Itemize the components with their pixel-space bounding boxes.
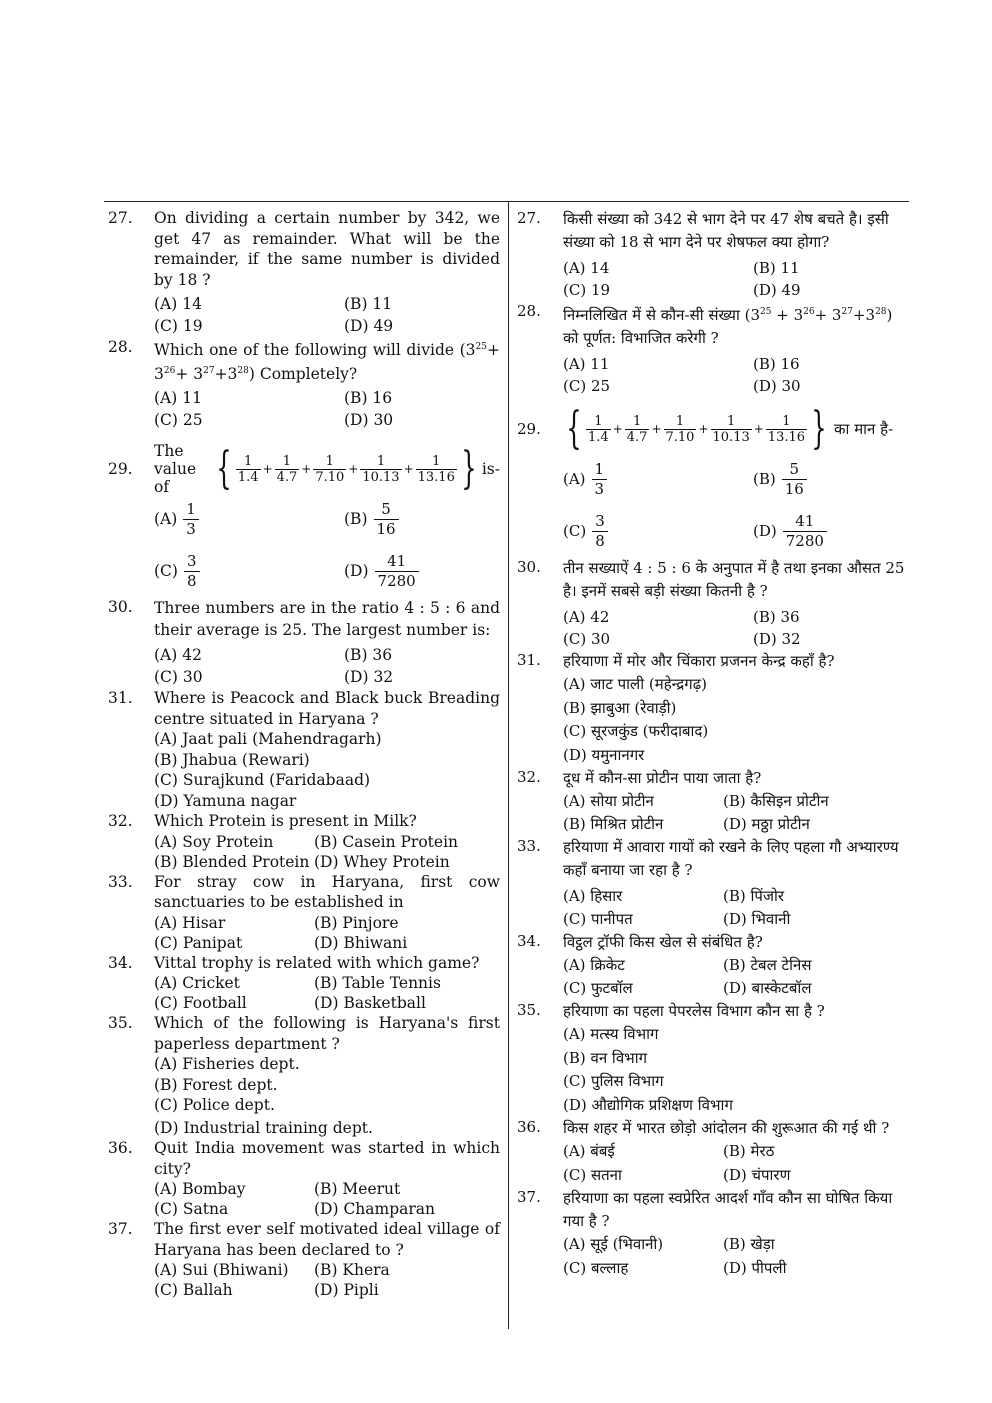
option-b[interactable]: (B) Pinjore bbox=[314, 913, 399, 932]
question-29-hi bbox=[517, 405, 909, 557]
question-number: 27. bbox=[517, 209, 541, 227]
question-29-en bbox=[108, 442, 500, 597]
plus-sign: + bbox=[698, 422, 709, 436]
option-c[interactable]: (C) Ballah bbox=[154, 1281, 233, 1299]
question-number: 35. bbox=[517, 1001, 541, 1019]
option-b[interactable]: (B) कैसिइन प्रोटीन bbox=[723, 792, 829, 810]
english-column bbox=[108, 208, 500, 1300]
option-a[interactable]: (A) 11 bbox=[563, 355, 610, 373]
option-a[interactable]: (A) सोया प्रोटीन bbox=[563, 792, 654, 810]
options bbox=[563, 603, 909, 650]
question-27-en bbox=[108, 208, 500, 337]
option-d[interactable]: (D) 32 bbox=[753, 630, 801, 648]
fraction-term: $\frac{1}{7.10}$ bbox=[665, 413, 695, 445]
question-number: 33. bbox=[517, 837, 541, 855]
option-a[interactable]: (A) Sui (Bhiwani) bbox=[154, 1261, 289, 1279]
question-36-hi bbox=[517, 1117, 909, 1187]
options bbox=[563, 673, 909, 767]
plus-sign: + bbox=[612, 422, 623, 436]
option-d[interactable]: (D) $\frac{41}{7280}$ bbox=[753, 505, 909, 557]
question-text: Quit India movement was started in which city? bbox=[154, 1139, 500, 1178]
option-d[interactable]: (D) 49 bbox=[753, 281, 801, 299]
option-c[interactable]: (C) 30 bbox=[563, 630, 611, 648]
question-suffix: is- bbox=[481, 460, 500, 478]
option-c[interactable]: (C) Surajkund (Faridabaad) bbox=[154, 771, 371, 789]
question-32-en bbox=[108, 811, 500, 872]
options bbox=[563, 1140, 909, 1187]
question-28-hi bbox=[517, 301, 909, 397]
question-text: Which of the following is Haryana's first paperless department ? bbox=[154, 1014, 500, 1053]
option-b[interactable]: (B) 16 bbox=[753, 355, 800, 373]
question-number: 36. bbox=[108, 1139, 133, 1157]
question-number: 37. bbox=[108, 1220, 133, 1238]
option-a[interactable]: (A) क्रिकेट bbox=[563, 956, 625, 974]
option-d[interactable]: (D) यमुनानगर bbox=[563, 745, 645, 764]
option-a[interactable]: (A) जाट पाली (महेन्द्रगढ़) bbox=[563, 675, 708, 693]
question-text: Vittal trophy is related with which game? bbox=[154, 953, 480, 972]
fraction-term: $\frac{1}{7.10}$ bbox=[315, 453, 345, 485]
option-b[interactable]: (B) 36 bbox=[344, 646, 393, 664]
option-a[interactable]: (A) Cricket bbox=[154, 974, 240, 992]
formula-row bbox=[563, 405, 909, 453]
column-divider bbox=[508, 201, 509, 1329]
option-c[interactable]: (B) Blended Protein bbox=[154, 852, 310, 871]
option-a[interactable]: (A) $\frac{1}{3}$ bbox=[563, 453, 753, 505]
top-rule bbox=[104, 201, 909, 202]
option-d[interactable]: (D) 30 bbox=[753, 377, 801, 395]
option-c[interactable]: (C) सूरजकुंड (फरीदाबाद) bbox=[563, 722, 709, 740]
plus-sign: + bbox=[403, 462, 414, 476]
options bbox=[154, 641, 500, 688]
option-d[interactable]: (D) Industrial training dept. bbox=[154, 1118, 373, 1137]
hindi-column bbox=[517, 208, 909, 1280]
question-number: 35. bbox=[108, 1014, 133, 1032]
question-text: The first ever self motivated ideal village of Haryana has been declared to ? bbox=[154, 1220, 500, 1259]
question-33-en bbox=[108, 872, 500, 953]
plus-sign: + bbox=[348, 462, 359, 476]
fraction-term: $\frac{1}{13.16}$ bbox=[417, 453, 455, 485]
options bbox=[563, 453, 909, 557]
option-a[interactable]: (A) 42 bbox=[563, 608, 610, 626]
question-36-en bbox=[108, 1138, 500, 1219]
question-number: 29. bbox=[108, 460, 133, 478]
question-number: 27. bbox=[108, 209, 133, 227]
option-b[interactable]: (B) झाबुआ (रेवाड़ी) bbox=[563, 698, 677, 717]
option-a[interactable]: (A) 14 bbox=[563, 259, 610, 277]
option-d[interactable]: (D) मठ्ठा प्रोटीन bbox=[723, 815, 810, 833]
question-number: 33. bbox=[108, 872, 133, 891]
question-text: हरियाणा का पहला पेपरलेस विभाग कौन सा है ? bbox=[563, 1002, 825, 1020]
plus-sign: + bbox=[301, 462, 312, 476]
options bbox=[563, 350, 909, 397]
formula-row bbox=[154, 442, 500, 496]
options bbox=[563, 1233, 909, 1280]
option-a[interactable]: (A) $\frac{1}{3}$ bbox=[154, 493, 344, 545]
question-text: किसी संख्या को 342 से भाग देने पर 47 शेष बचते है। इसी संख्या को 18 से भाग देने पर शेषफल क्या होगा? bbox=[563, 210, 889, 251]
options bbox=[563, 1023, 909, 1117]
question-suffix: का मान है- bbox=[834, 420, 894, 438]
option-b[interactable]: (B) Meerut bbox=[314, 1180, 401, 1198]
options bbox=[154, 384, 500, 431]
option-b[interactable]: (B) वन विभाग bbox=[563, 1048, 648, 1067]
option-d[interactable]: (D) 32 bbox=[344, 668, 394, 686]
question-text: On dividing a certain number by 342, we get 47 as remainder. What will be the remainder, if the same number is divided by 18 ? bbox=[154, 209, 500, 289]
question-28-en bbox=[108, 337, 500, 431]
question-number: 28. bbox=[108, 338, 133, 356]
question-text: Three numbers are in the ratio 4 : 5 : 6 and their average is 25. The largest number is: bbox=[154, 599, 500, 639]
option-a[interactable]: (A) 11 bbox=[154, 389, 202, 407]
fraction-term: $\frac{1}{10.13}$ bbox=[362, 453, 400, 485]
option-b[interactable]: (B) Jhabua (Rewari) bbox=[154, 750, 310, 769]
option-c[interactable]: (C) बल्लाह bbox=[563, 1258, 629, 1277]
question-number: 30. bbox=[517, 558, 541, 576]
fraction-term: $\frac{1}{4.7}$ bbox=[276, 453, 298, 485]
question-text: Where is Peacock and Black buck Breading centre situated in Haryana ? bbox=[154, 689, 500, 728]
question-37-hi bbox=[517, 1187, 909, 1280]
option-a[interactable]: (A) हिसार bbox=[563, 887, 623, 905]
fraction-term: $\frac{1}{1.4}$ bbox=[588, 413, 609, 445]
option-b[interactable]: (B) 36 bbox=[753, 608, 800, 626]
close-brace: } bbox=[461, 443, 477, 494]
question-32-hi bbox=[517, 767, 909, 836]
question-text: तीन सख्याऐं 4 : 5 : 6 के अनुपात में है तथा इनका औसत 25 है। इनमें सबसे बड़ी संख्या कितनी है ? bbox=[563, 559, 905, 600]
option-d[interactable]: (D) $\frac{41}{7280}$ bbox=[344, 545, 500, 597]
question-number: 32. bbox=[108, 812, 133, 830]
question-30-hi bbox=[517, 557, 909, 650]
option-b[interactable]: (B) मेरठ bbox=[723, 1142, 775, 1160]
option-d[interactable]: (D) Pipli bbox=[314, 1281, 379, 1299]
question-31-hi bbox=[517, 650, 909, 767]
question-text: Which Protein is present in Milk? bbox=[154, 812, 417, 830]
options bbox=[154, 1054, 500, 1138]
option-b[interactable]: (B) $\frac{5}{16}$ bbox=[753, 453, 909, 505]
fraction-term: $\frac{1}{13.16}$ bbox=[767, 413, 806, 445]
fraction-term: $\frac{1}{1.4}$ bbox=[237, 453, 259, 485]
question-37-en bbox=[108, 1219, 500, 1300]
option-a[interactable]: (A) बंबई bbox=[563, 1142, 615, 1160]
options bbox=[563, 790, 909, 836]
option-c[interactable]: (C) Panipat bbox=[154, 933, 243, 952]
options bbox=[563, 254, 909, 301]
option-d[interactable]: (D) औद्योगिक प्रशिक्षण विभाग bbox=[563, 1095, 733, 1114]
option-c[interactable]: (B) मिश्रित प्रोटीन bbox=[563, 815, 664, 833]
option-d[interactable]: (D) Basketball bbox=[314, 994, 426, 1012]
close-brace: } bbox=[811, 403, 827, 454]
question-text: हरियाणा में मोर और चिंकारा प्रजनन केन्द्र कहाँ है? bbox=[563, 652, 835, 670]
options bbox=[563, 954, 909, 1000]
option-b[interactable]: (B) $\frac{5}{16}$ bbox=[344, 493, 500, 545]
option-c[interactable]: (C) सतना bbox=[563, 1165, 622, 1184]
question-text: हरियाणा में आवारा गायों को रखने के लिए पहला गौ अभ्यारण्य कहाँ बनाया जा रहा है ? bbox=[563, 838, 899, 879]
question-34-hi bbox=[517, 931, 909, 1000]
options bbox=[154, 913, 500, 953]
question-34-en bbox=[108, 953, 500, 1014]
option-c[interactable]: (C) $\frac{3}{8}$ bbox=[563, 505, 753, 557]
question-number: 37. bbox=[517, 1188, 541, 1206]
question-number: 28. bbox=[517, 302, 541, 320]
option-c[interactable]: (C) पुलिस विभाग bbox=[563, 1072, 664, 1090]
option-a[interactable]: (A) 14 bbox=[154, 295, 202, 313]
option-a[interactable]: (A) मत्स्य विभाग bbox=[563, 1025, 659, 1043]
option-b[interactable]: (B) 11 bbox=[753, 259, 800, 277]
question-text: निम्नलिखित में से कौन-सी संख्या $(3^{25} + 3^{26}+ 3^{27}+3^{28})$ को पूर्णत: विभाजित करेगी ? bbox=[563, 306, 893, 347]
plus-sign: + bbox=[262, 462, 273, 476]
option-c[interactable]: (C) 19 bbox=[563, 281, 611, 299]
option-c[interactable]: (C) पानीपत bbox=[563, 910, 633, 928]
question-prefix: The value of bbox=[154, 442, 197, 496]
options bbox=[154, 1179, 500, 1219]
option-c[interactable]: (C) Police dept. bbox=[154, 1096, 275, 1114]
option-b[interactable]: (B) खेड़ा bbox=[723, 1235, 775, 1253]
question-text: दूध में कौन-सा प्रोटीन पाया जाता है? bbox=[563, 769, 762, 787]
question-text: विट्ठल ट्रॉफी किस खेल से संबंधित है? bbox=[563, 933, 763, 951]
fraction-term: $\frac{1}{10.13}$ bbox=[712, 413, 750, 445]
question-number: 36. bbox=[517, 1118, 541, 1136]
question-number: 29. bbox=[517, 420, 541, 438]
question-number: 32. bbox=[517, 768, 541, 786]
options bbox=[154, 729, 500, 811]
plus-sign: + bbox=[651, 422, 662, 436]
question-31-en bbox=[108, 688, 500, 811]
option-d[interactable]: (D) चंपारण bbox=[723, 1165, 791, 1184]
option-a[interactable]: (A) Bombay bbox=[154, 1180, 246, 1198]
open-brace: { bbox=[216, 443, 232, 494]
option-b[interactable]: (B) पिंजोर bbox=[723, 887, 785, 905]
plus-sign: + bbox=[753, 422, 764, 436]
option-a[interactable]: (A) Hisar bbox=[154, 913, 226, 932]
option-d[interactable]: (D) Yamuna nagar bbox=[154, 791, 297, 810]
option-c[interactable]: (C) 25 bbox=[154, 411, 203, 429]
options bbox=[154, 290, 500, 337]
option-c[interactable]: (C) फुटबॉल bbox=[563, 979, 633, 997]
question-number: 31. bbox=[108, 689, 133, 707]
options bbox=[154, 493, 500, 597]
question-text: किस शहर में भारत छोड़ो आंदोलन की शुरूआत की गई थी ? bbox=[563, 1119, 890, 1137]
option-d[interactable]: (D) Champaran bbox=[314, 1200, 436, 1218]
option-a[interactable]: (A) 42 bbox=[154, 646, 202, 664]
option-c[interactable]: (C) 25 bbox=[563, 377, 611, 395]
option-a[interactable]: (A) Soy Protein bbox=[154, 832, 274, 851]
question-text: Which one of the following will divide $(3^{25}+ 3^{26}+ 3^{27}+3^{28})$ Completely? bbox=[154, 341, 500, 383]
options bbox=[154, 832, 500, 872]
options bbox=[154, 1260, 500, 1300]
options bbox=[154, 973, 500, 1013]
question-number: 34. bbox=[517, 932, 541, 950]
option-d[interactable]: (D) 49 bbox=[344, 317, 394, 335]
option-d[interactable]: (D) बास्केटबॉल bbox=[723, 979, 812, 997]
question-text: For stray cow in Haryana, first cow sanctuaries to be established in bbox=[154, 872, 500, 911]
option-a[interactable]: (A) Fisheries dept. bbox=[154, 1055, 300, 1073]
option-b[interactable]: (B) Table Tennis bbox=[314, 974, 441, 992]
option-a[interactable]: (A) सूई (भिवानी) bbox=[563, 1235, 664, 1253]
option-a[interactable]: (A) Jaat pali (Mahendragarh) bbox=[154, 730, 382, 748]
question-35-en bbox=[108, 1013, 500, 1138]
fraction-term: $\frac{1}{4.7}$ bbox=[626, 413, 648, 445]
question-number: 30. bbox=[108, 598, 133, 616]
option-c[interactable]: (C) 19 bbox=[154, 317, 203, 335]
question-number: 34. bbox=[108, 953, 133, 972]
question-number: 31. bbox=[517, 651, 541, 669]
question-27-hi bbox=[517, 208, 909, 301]
open-brace: { bbox=[566, 403, 582, 454]
question-30-en bbox=[108, 597, 500, 688]
option-b[interactable]: (B) 11 bbox=[344, 295, 393, 313]
option-c[interactable]: (C) Football bbox=[154, 994, 247, 1012]
sum-formula bbox=[213, 443, 480, 494]
sum-formula bbox=[563, 403, 830, 454]
option-b[interactable]: (B) 16 bbox=[344, 389, 393, 407]
option-c[interactable]: (C) $\frac{3}{8}$ bbox=[154, 545, 344, 597]
question-35-hi bbox=[517, 1000, 909, 1117]
option-d[interactable]: (D) Bhiwani bbox=[314, 933, 408, 952]
option-b[interactable]: (B) टेबल टेनिस bbox=[723, 956, 812, 974]
question-33-hi bbox=[517, 836, 909, 931]
option-b[interactable]: (B) Forest dept. bbox=[154, 1075, 278, 1094]
option-d[interactable]: (D) पीपली bbox=[723, 1258, 787, 1277]
option-c[interactable]: (C) 30 bbox=[154, 668, 203, 686]
options bbox=[563, 882, 909, 931]
option-d[interactable]: (D) भिवानी bbox=[723, 910, 791, 928]
option-d[interactable]: (D) 30 bbox=[344, 411, 394, 429]
option-b[interactable]: (B) Khera bbox=[314, 1261, 390, 1279]
option-d[interactable]: (D) Whey Protein bbox=[314, 852, 450, 871]
option-c[interactable]: (C) Satna bbox=[154, 1200, 229, 1218]
question-text: हरियाणा का पहला स्वप्रेरित आदर्श गाँव कौन सा घोषित किया गया है ? bbox=[563, 1189, 893, 1230]
option-b[interactable]: (B) Casein Protein bbox=[314, 832, 459, 851]
